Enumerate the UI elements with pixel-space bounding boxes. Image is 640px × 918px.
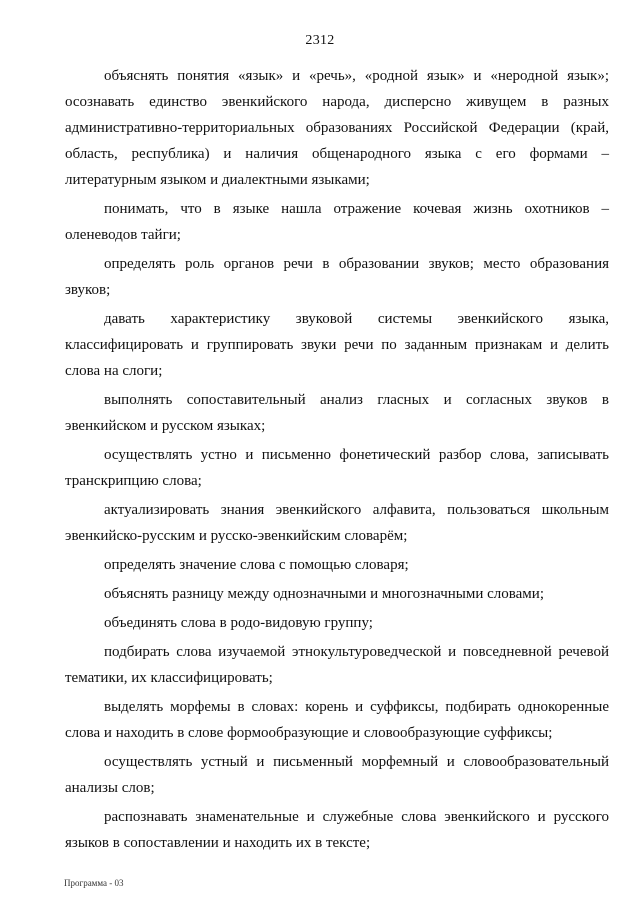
footer-note: Программа - 03: [64, 878, 124, 888]
paragraph: выполнять сопоставительный анализ гласных и согласных звуков в эвенкийском и русском языках;: [65, 392, 609, 434]
paragraph: объединять слова в родо-видовую группу;: [104, 615, 373, 631]
paragraph: объяснять разницу между однозначными и многозначными словами;: [104, 586, 544, 602]
paragraph: распознавать знаменательные и служебные слова эвенкийского и русского языков в сопоставлении и находить их в тексте;: [65, 809, 609, 851]
paragraph: объяснять понятия «язык» и «речь», «родной язык» и «неродной язык»; осознавать единство эвенкийского народа, дисперсно живущем в разных административно-территориальных образованиях Российской Федерации (край, область, республика) и наличия общенародного языка с его формами – литературным языком и диалектными языками;: [65, 68, 609, 188]
paragraph: осуществлять устный и письменный морфемный и словообразовательный анализы слов;: [65, 754, 609, 796]
paragraph: подбирать слова изучаемой этнокультуроведческой и повседневной речевой тематики, их классифицировать;: [65, 644, 609, 686]
body-text: [65, 63, 609, 859]
paragraph: актуализировать знания эвенкийского алфавита, пользоваться школьным эвенкийско-русским и русско-эвенкийским словарём;: [65, 502, 609, 544]
paragraph: выделять морфемы в словах: корень и суффиксы, подбирать однокоренные слова и находить в слове формообразующие и словообразующие суффиксы;: [65, 699, 609, 741]
page-number: 2312: [305, 33, 335, 48]
paragraph: определять роль органов речи в образовании звуков; место образования звуков;: [65, 256, 609, 298]
paragraph: понимать, что в языке нашла отражение кочевая жизнь охотников – оленеводов тайги;: [65, 201, 609, 243]
paragraph: давать характеристику звуковой системы эвенкийского языка, классифицировать и группировать звуки речи по заданным признакам и делить слова на слоги;: [65, 311, 609, 379]
paragraph: осуществлять устно и письменно фонетический разбор слова, записывать транскрипцию слова;: [65, 447, 609, 489]
paragraph: определять значение слова с помощью словаря;: [104, 557, 409, 573]
